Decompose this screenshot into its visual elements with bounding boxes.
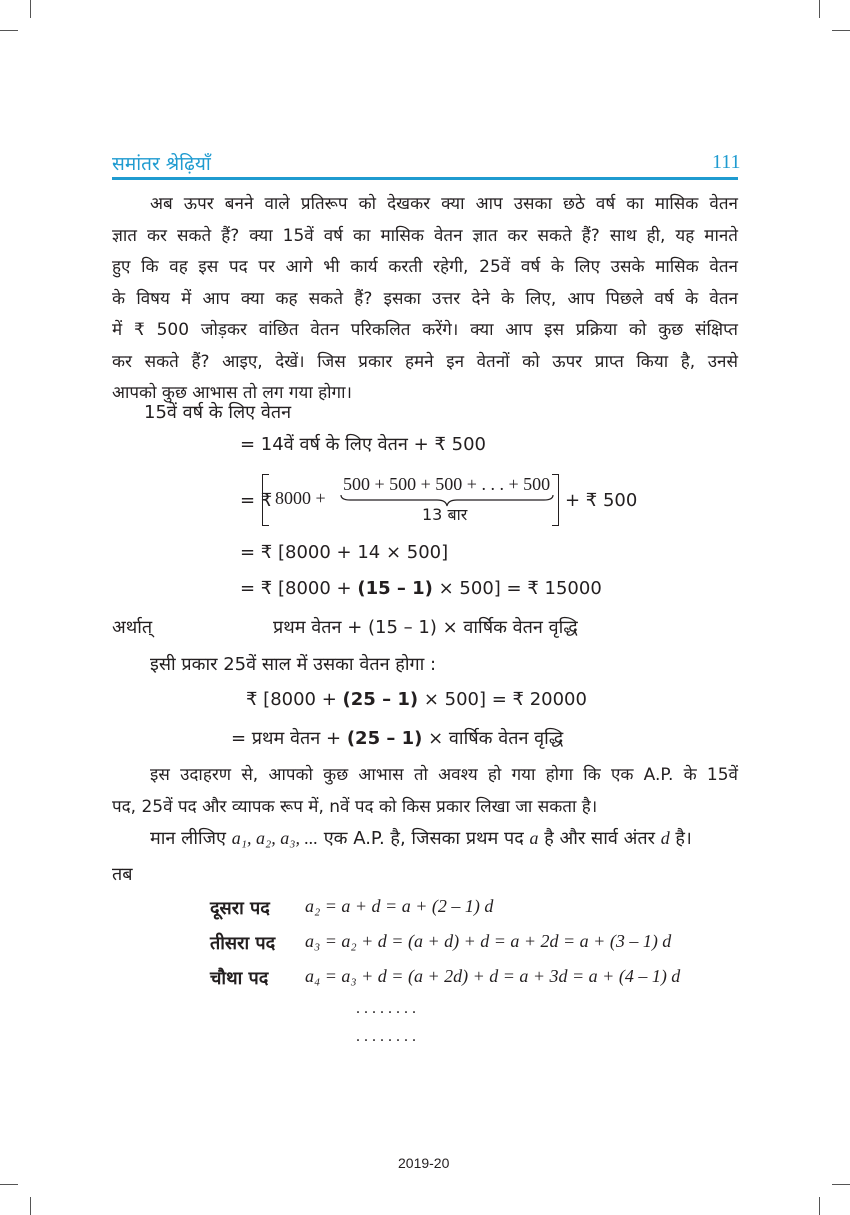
crop-mark	[30, 0, 31, 18]
paragraph-intro	[112, 189, 738, 410]
left-bracket	[262, 474, 269, 526]
paragraph-line: में ₹ 500 जोड़कर वांछित वेतन परिकलित करेंगे। क्या आप इस प्रक्रिया को कुछ संक्षिप्त	[112, 320, 738, 340]
step2-8000: 8000 +	[275, 488, 326, 508]
page-number: 111	[712, 151, 741, 173]
paragraph-line: कर सकते हैं? आइए, देखें। जिस प्रकार हमने इन वेतनों को ऊपर प्राप्त किया है, उनसे	[112, 351, 738, 372]
suppose-text: एक A.P. है, जिसका प्रथम पद	[317, 828, 530, 849]
calc-15-step3: = ₹ [8000 + 14 × 500]	[240, 542, 449, 563]
step4-part-b: (15 – 1)	[357, 578, 433, 599]
crop-mark	[832, 30, 850, 31]
line1-c: × 500] = ₹ 20000	[418, 689, 587, 710]
crop-mark	[30, 1197, 31, 1215]
crop-mark	[819, 1197, 820, 1215]
footer-year: 2019-20	[398, 1155, 450, 1171]
right-bracket	[552, 474, 559, 526]
term-label: तीसरा पद	[210, 933, 276, 954]
paragraph-example	[112, 760, 738, 823]
suppose-text: मान लीजिए	[150, 828, 232, 849]
paragraph-line: हुए कि वह इस पद पर आगे भी कार्य करती रहेगी, 25वें वर्ष के लिए उसके मासिक वेतन	[112, 257, 738, 277]
paragraph-suppose	[150, 826, 692, 850]
line1-b: (25 – 1)	[342, 689, 419, 710]
paragraph-line: के विषय में आप क्या कह सकते हैं? इसका उत्तर देने के लिए, आप पिछले वर्ष के वेतन	[112, 288, 738, 309]
line1-a: ₹ [8000 +	[246, 689, 343, 710]
paragraph-line: ज्ञात कर सकते हैं? क्या 15वें वर्ष का मासिक वेतन ज्ञात कर सकते हैं? साथ ही, यह मानते	[112, 225, 738, 246]
crop-mark	[0, 1184, 18, 1185]
calc-15-heading: 15वें वर्ष के लिए वेतन	[144, 402, 292, 423]
paragraph-line: इस उदाहरण से, आपको कुछ आभास तो अवश्य हो गया होगा कि एक A.P. के 15वें	[150, 765, 738, 785]
step2-suffix: + ₹ 500	[565, 490, 638, 511]
line2-c: × वार्षिक वेतन वृद्धि	[422, 728, 564, 749]
step2-brace-label: 13 बार	[422, 505, 468, 524]
header-rule	[112, 177, 738, 180]
term-label: दूसरा पद	[210, 898, 270, 919]
crop-mark	[0, 30, 18, 31]
crop-mark	[819, 0, 820, 18]
arthat-label: अर्थात्	[112, 617, 153, 638]
suppose-text: है और सार्व अंतर	[538, 828, 661, 849]
calc-15-step4	[240, 578, 602, 599]
calc-25-heading: इसी प्रकार 25वें साल में उसका वेतन होगा :	[150, 654, 437, 675]
line2-a: = प्रथम वेतन +	[231, 728, 347, 749]
suppose-text: है।	[669, 828, 692, 849]
term-expression: a₃ = a₂ + d = (a + d) + d = a + 2d = a + (3 – 1) d	[305, 931, 672, 951]
paragraph-line: आपको कुछ आभास तो लग गया होगा।	[112, 383, 352, 403]
crop-mark	[832, 1184, 850, 1185]
paragraph-line: अब ऊपर बनने वाले प्रतिरूप को देखकर क्या आप उसका छठे वर्ष का मासिक वेतन	[150, 194, 738, 214]
chapter-title: समांतर श्रेढ़ियाँ	[112, 153, 211, 175]
step2-numerator: 500 + 500 + 500 + . . . + 500	[343, 474, 551, 494]
step4-part-c: × 500] = ₹ 15000	[432, 578, 602, 599]
calc-25-line2	[231, 726, 563, 750]
var-a: a	[529, 828, 539, 848]
calc-25-line1	[246, 689, 587, 710]
ellipsis-row: . . . . . . . .	[356, 1000, 416, 1017]
line2-b: (25 – 1)	[346, 728, 423, 749]
term-expression: a₄ = a₃ + d = (a + 2d) + d = a + 3d = a + (4 – 1) d	[305, 966, 681, 986]
ellipsis-row: . . . . . . . .	[356, 1028, 416, 1045]
var-d: d	[660, 828, 670, 848]
tab-word: तब	[112, 864, 133, 885]
arthat-text: प्रथम वेतन + (15 – 1) × वार्षिक वेतन वृद्धि	[273, 617, 578, 638]
term-expression: a₂ = a + d = a + (2 – 1) d	[305, 896, 494, 916]
calc-15-step1: = 14वें वर्ष के लिए वेतन + ₹ 500	[240, 434, 486, 455]
step2-prefix: = ₹	[240, 490, 273, 511]
term-label: चौथा पद	[210, 968, 269, 989]
terms-list: a₁, a₂, a₃, ...	[231, 828, 318, 848]
paragraph-line: पद, 25वें पद और व्यापक रूप में, nवें पद को किस प्रकार लिखा जा सकता है।	[112, 796, 598, 817]
step4-part-a: = ₹ [8000 +	[240, 578, 358, 599]
